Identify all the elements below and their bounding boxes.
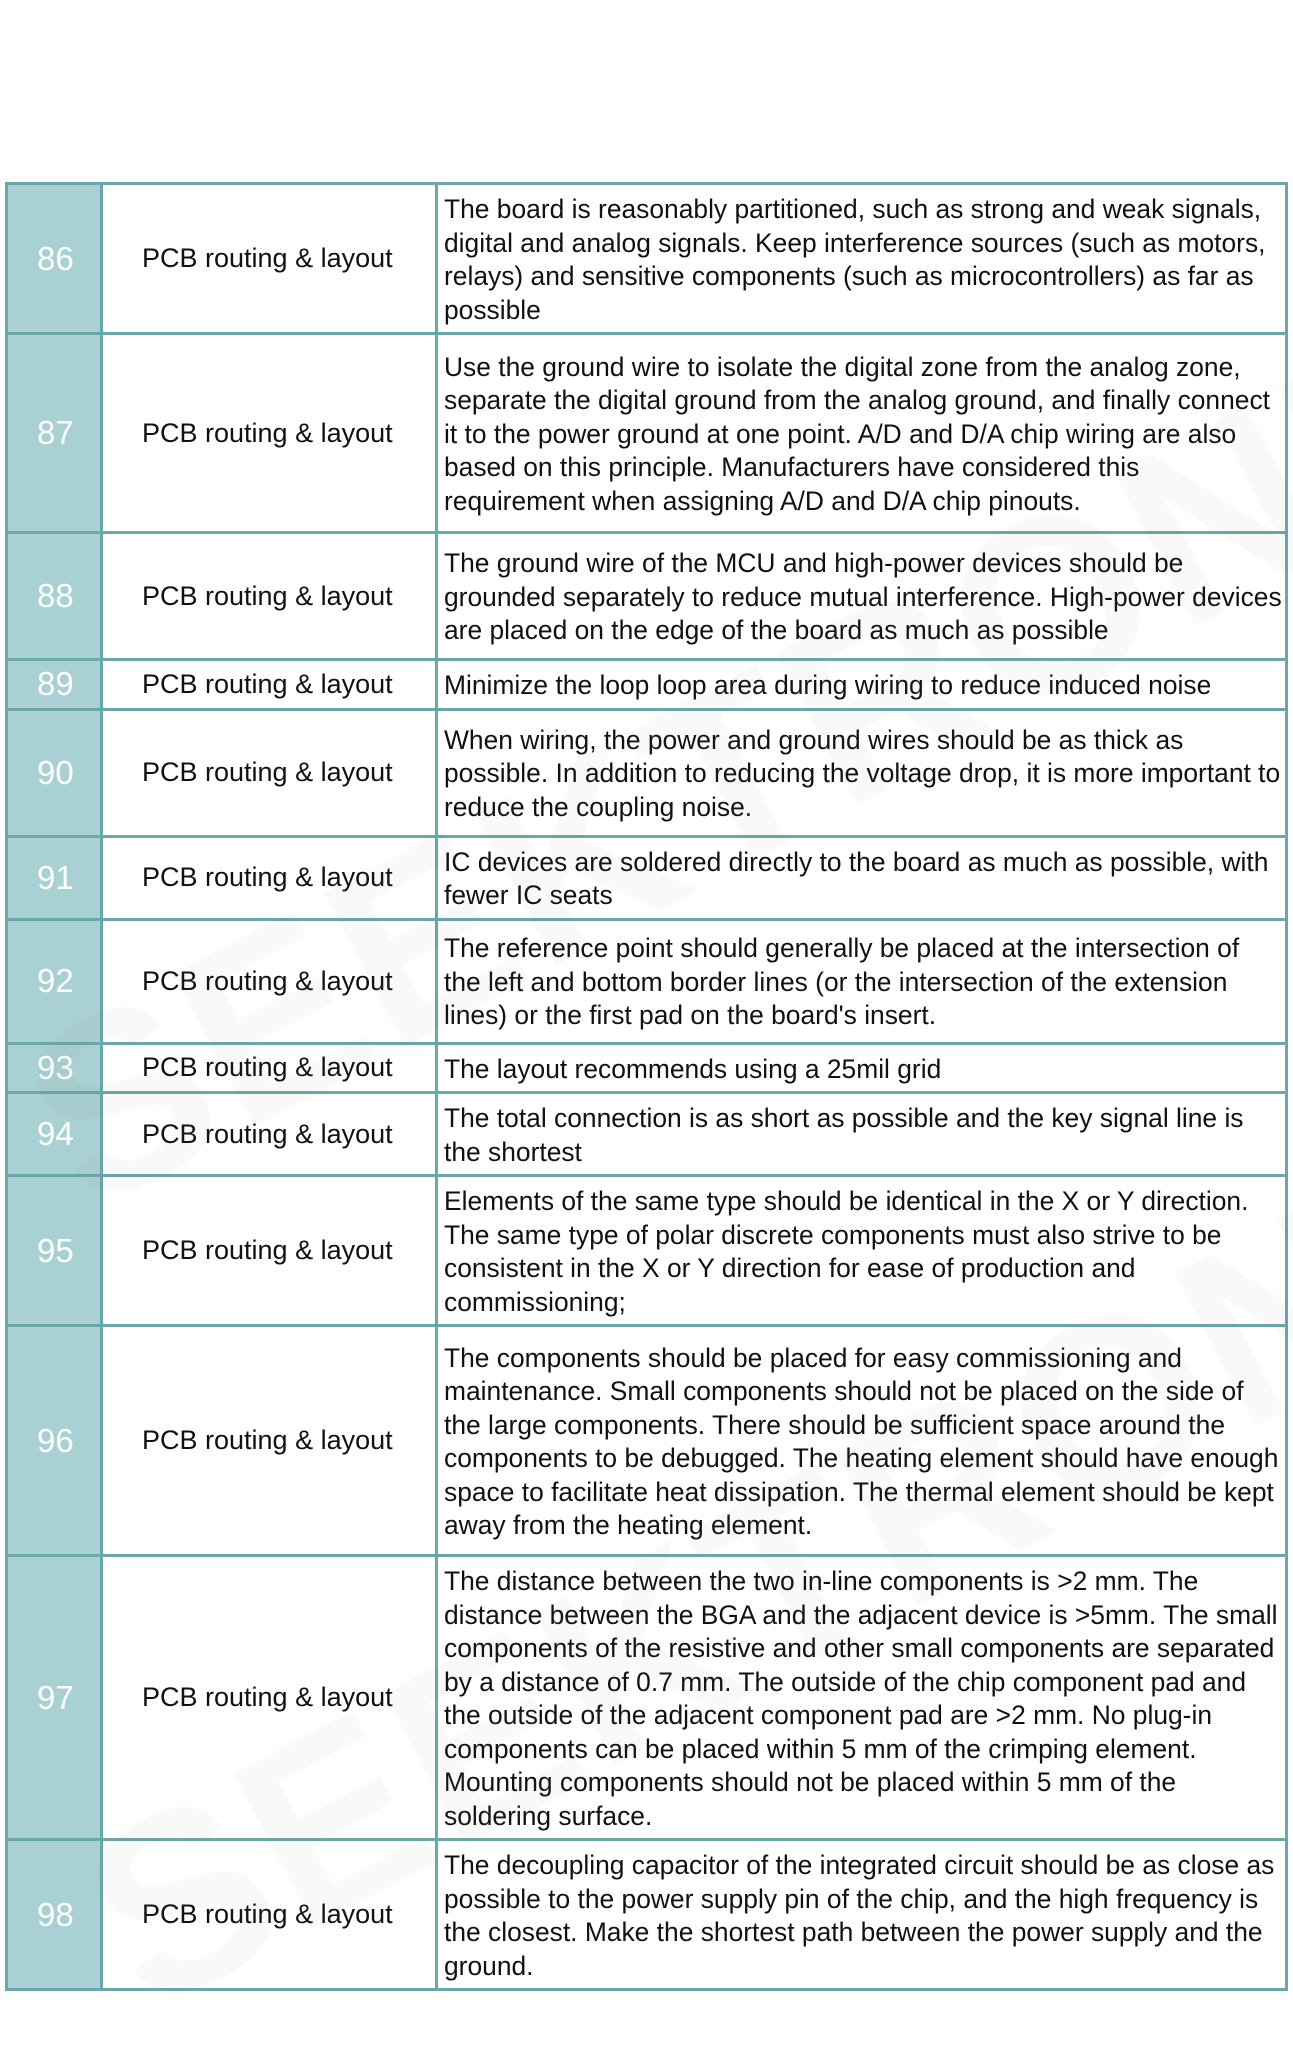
row-description: The board is reasonably partitioned, such as strong and weak signals, digital and analog signals. Keep interference sources (such as motors, relays) and sensitive components (such as microcontrollers) as far as possible — [437, 184, 1287, 334]
table-row — [7, 1326, 1287, 1556]
row-number: 97 — [7, 1556, 102, 1840]
row-number: 92 — [7, 919, 102, 1043]
row-description: IC devices are soldered directly to the board as much as possible, with fewer IC seats — [437, 836, 1287, 919]
table-row — [7, 1043, 1287, 1093]
row-description: The reference point should generally be placed at the intersection of the left and bottom border lines (or the intersection of the extension lines) or the first pad on the board's insert. — [437, 919, 1287, 1043]
row-description: Minimize the loop loop area during wiring to reduce induced noise — [437, 660, 1287, 710]
row-category: PCB routing & layout — [102, 1043, 437, 1093]
row-category: PCB routing & layout — [102, 1840, 437, 1990]
row-category: PCB routing & layout — [102, 919, 437, 1043]
row-description: Elements of the same type should be identical in the X or Y direction. The same type of polar discrete components must also strive to be consistent in the X or Y direction for ease of production and commissioning; — [437, 1176, 1287, 1326]
row-description: The ground wire of the MCU and high-power devices should be grounded separately to reduce mutual interference. High-power devices are placed on the edge of the board as much as possible — [437, 533, 1287, 660]
row-number: 96 — [7, 1326, 102, 1556]
row-category: PCB routing & layout — [102, 1176, 437, 1326]
table-row — [7, 184, 1287, 334]
row-description: When wiring, the power and ground wires should be as thick as possible. In addition to reducing the voltage drop, it is more important to reduce the coupling noise. — [437, 709, 1287, 836]
row-number: 87 — [7, 334, 102, 533]
table-row — [7, 836, 1287, 919]
table-row — [7, 1176, 1287, 1326]
table-row — [7, 709, 1287, 836]
row-category: PCB routing & layout — [102, 334, 437, 533]
row-description: The layout recommends using a 25mil grid — [437, 1043, 1287, 1093]
checklist-rows — [7, 184, 1287, 1990]
row-description: The total connection is as short as possible and the key signal line is the shortest — [437, 1093, 1287, 1176]
row-number: 91 — [7, 836, 102, 919]
row-number: 88 — [7, 533, 102, 660]
row-category: PCB routing & layout — [102, 1556, 437, 1840]
row-number: 90 — [7, 709, 102, 836]
table-row — [7, 1840, 1287, 1990]
row-number: 98 — [7, 1840, 102, 1990]
table-row — [7, 533, 1287, 660]
row-category: PCB routing & layout — [102, 836, 437, 919]
row-number: 93 — [7, 1043, 102, 1093]
row-number: 95 — [7, 1176, 102, 1326]
row-category: PCB routing & layout — [102, 184, 437, 334]
row-category: PCB routing & layout — [102, 709, 437, 836]
row-description: Use the ground wire to isolate the digital zone from the analog zone, separate the digital ground from the analog ground, and finally connect it to the power ground at one point. A/D and D/A chip wiring are also based on this principle. Manufacturers have considered this requirement when assigning A/D and D/A chip pinouts. — [437, 334, 1287, 533]
row-category: PCB routing & layout — [102, 1326, 437, 1556]
table-row — [7, 1556, 1287, 1840]
row-category: PCB routing & layout — [102, 660, 437, 710]
row-number: 86 — [7, 184, 102, 334]
row-description: The distance between the two in-line components is >2 mm. The distance between the BGA and the adjacent device is >5mm. The small components of the resistive and other small components are separated by a distance of 0.7 mm. The outside of the chip component pad and the outside of the adjacent component pad are >2 mm. No plug-in components can be placed within 5 mm of the crimping element. Mounting components should not be placed within 5 mm of the soldering surface. — [437, 1556, 1287, 1840]
row-description: The components should be placed for easy commissioning and maintenance. Small components should not be placed on the side of the large components. There should be sufficient space around the components to be debugged. The heating element should have enough space to facilitate heat dissipation. The thermal element should be kept away from the heating element. — [437, 1326, 1287, 1556]
table-row — [7, 1093, 1287, 1176]
row-number: 89 — [7, 660, 102, 710]
row-description: The decoupling capacitor of the integrated circuit should be as close as possible to the power supply pin of the chip, and the high frequency is the closest. Make the shortest path between the power supply and the ground. — [437, 1840, 1287, 1990]
checklist-table — [5, 182, 1288, 1991]
table-row — [7, 334, 1287, 533]
table-row — [7, 919, 1287, 1043]
row-number: 94 — [7, 1093, 102, 1176]
table-row — [7, 660, 1287, 710]
row-category: PCB routing & layout — [102, 1093, 437, 1176]
row-category: PCB routing & layout — [102, 533, 437, 660]
